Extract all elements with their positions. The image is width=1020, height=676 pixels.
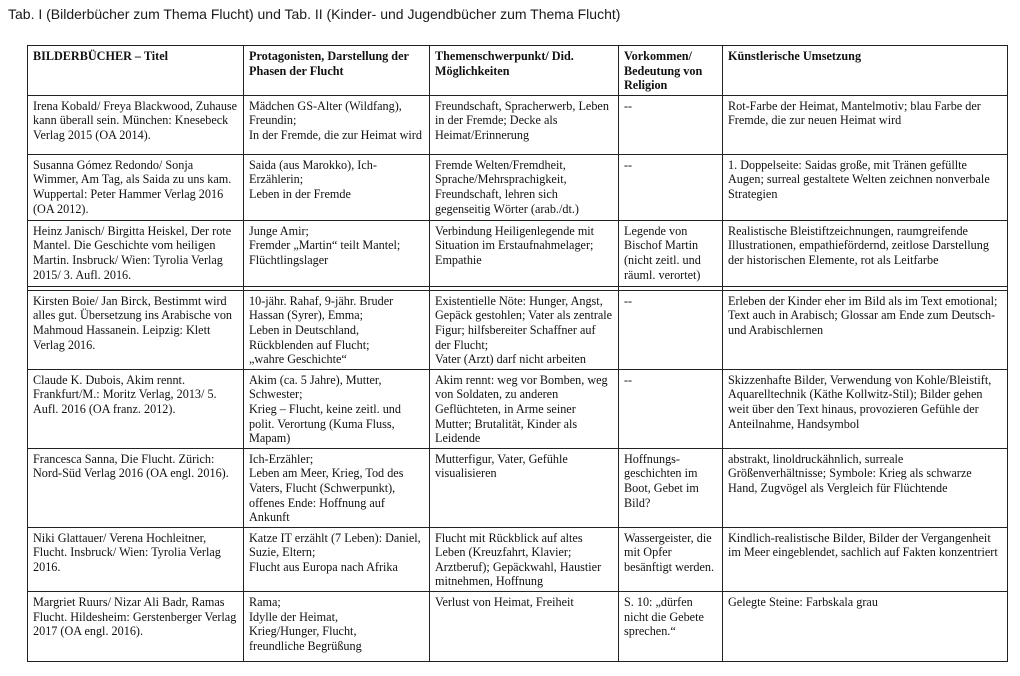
cell-themes: Fremde Welten/Fremdheit, Sprache/Mehrsprachigkeit, Freundschaft, lehren sich gegenseitig Wörter (arab./dt.) <box>430 154 619 220</box>
cell-protagonists: Saida (aus Marokko), Ich-Erzählerin; Leben in der Fremde <box>244 154 430 220</box>
cell-art: Realistische Bleistiftzeichnungen, raumgreifende Illustrationen, empathiefördernd, zeitlose Darstellung der historischen Elemente, rot als Leitfarbe <box>723 220 1008 286</box>
cell-protagonists: Katze IT erzählt (7 Leben): Daniel, Suzie, Eltern; Flucht aus Europa nach Afrika <box>244 527 430 591</box>
table-row <box>28 154 1008 220</box>
cell-religion: Hoffnungs-geschichten im Boot, Gebet im Bild? <box>619 448 723 527</box>
cell-title: Kirsten Boie/ Jan Birck, Bestimmt wird alles gut. Übersetzung ins Arabische von Mahmoud Hassanein. Leipzig: Klett Verlag 2016. <box>28 290 244 369</box>
table-row <box>28 527 1008 591</box>
table-row <box>28 290 1008 369</box>
cell-art: Gelegte Steine: Farbskala grau <box>723 592 1008 662</box>
cell-title: Niki Glattauer/ Verena Hochleitner, Flucht. Insbruck/ Wien: Tyrolia Verlag 2016. <box>28 527 244 591</box>
cell-art: Erleben der Kinder eher im Bild als im Text emotional; Text auch in Arabisch; Glossar am Ende zum Deutsch- und Arabischlernen <box>723 290 1008 369</box>
cell-protagonists: Akim (ca. 5 Jahre), Mutter, Schwester; Krieg – Flucht, keine zeitl. und polit. Verortung (Kuma Fluss, Mapam) <box>244 369 430 448</box>
cell-religion: -- <box>619 290 723 369</box>
cell-themes: Flucht mit Rückblick auf altes Leben (Kreuzfahrt, Klavier; Arztberuf); Gepäckwahl, Haustier mitnehmen, Hoffnung <box>430 527 619 591</box>
book-table <box>27 45 1008 662</box>
header-themes: Themenschwerpunkt/ Did. Möglichkeiten <box>430 46 619 96</box>
cell-title: Margriet Ruurs/ Nizar Ali Badr, Ramas Flucht. Hildesheim: Gerstenberger Verlag 2017 (OA engl. 2016). <box>28 592 244 662</box>
cell-religion: Legende von Bischof Martin (nicht zeitl. und räuml. verortet) <box>619 220 723 286</box>
cell-religion: -- <box>619 369 723 448</box>
table-row <box>28 369 1008 448</box>
header-art: Künstlerische Umsetzung <box>723 46 1008 96</box>
cell-protagonists: Junge Amir; Fremder „Martin“ teilt Mantel; Flüchtlingslager <box>244 220 430 286</box>
table-row <box>28 95 1008 154</box>
cell-title: Francesca Sanna, Die Flucht. Zürich: Nord-Süd Verlag 2016 (OA engl. 2016). <box>28 448 244 527</box>
header-protagonists: Protagonisten, Darstellung der Phasen der Flucht <box>244 46 430 96</box>
header-row <box>28 46 1008 96</box>
cell-art: Kindlich-realistische Bilder, Bilder der Vergangenheit im Meer eingeblendet, sachlich auf Fakten konzentriert <box>723 527 1008 591</box>
cell-religion: -- <box>619 95 723 154</box>
cell-religion: -- <box>619 154 723 220</box>
cell-themes: Mutterfigur, Vater, Gefühle visualisieren <box>430 448 619 527</box>
cell-themes: Verlust von Heimat, Freiheit <box>430 592 619 662</box>
cell-themes: Akim rennt: weg vor Bomben, weg von Soldaten, zu anderen Geflüchteten, in Arme seiner Mutter; Brutalität, Kinder als Leidende <box>430 369 619 448</box>
cell-art: 1. Doppelseite: Saidas große, mit Tränen gefüllte Augen; surreal gestaltete Welten zeichnen nonverbale Strategien <box>723 154 1008 220</box>
table-row <box>28 592 1008 662</box>
cell-art: Skizzenhafte Bilder, Verwendung von Kohle/Bleistift, Aquarelltechnik (Käthe Kollwitz-Stil); Bilder gehen weit über den Text hinaus, provozieren Gefühle der Anteilnahme, Handsymbol <box>723 369 1008 448</box>
table-caption: Tab. I (Bilderbücher zum Thema Flucht) und Tab. II (Kinder- und Jugendbücher zum Thema Flucht) <box>8 6 621 22</box>
cell-art: Rot-Farbe der Heimat, Mantelmotiv; blau Farbe der Fremde, die zur neuen Heimat wird <box>723 95 1008 154</box>
cell-themes: Existentielle Nöte: Hunger, Angst, Gepäck gestohlen; Vater als zentrale Figur; hilfsbereiter Schaffner auf der Flucht; Vater (Arzt) darf nicht arbeiten <box>430 290 619 369</box>
cell-title: Irena Kobald/ Freya Blackwood, Zuhause kann überall sein. München: Knesebeck Verlag 2015 (OA 2014). <box>28 95 244 154</box>
cell-art: abstrakt, linoldruckähnlich, surreale Größenverhältnisse; Symbole: Krieg als schwarze Hand, Zugvögel als Vergleich für Flüchtende <box>723 448 1008 527</box>
cell-title: Susanna Gómez Redondo/ Sonja Wimmer, Am Tag, als Saida zu uns kam. Wuppertal: Peter Hammer Verlag 2016 (OA 2012). <box>28 154 244 220</box>
header-title: BILDERBÜCHER – Titel <box>28 46 244 96</box>
table-row <box>28 448 1008 527</box>
cell-religion: Wassergeister, die mit Opfer besänftigt werden. <box>619 527 723 591</box>
cell-protagonists: 10-jähr. Rahaf, 9-jähr. Bruder Hassan (Syrer), Emma; Leben in Deutschland, Rückblenden auf Flucht; „wahre Geschichte“ <box>244 290 430 369</box>
cell-protagonists: Rama; Idylle der Heimat, Krieg/Hunger, Flucht, freundliche Begrüßung <box>244 592 430 662</box>
cell-religion: S. 10: „dürfen nicht die Gebete sprechen.“ <box>619 592 723 662</box>
cell-themes: Verbindung Heiligenlegende mit Situation im Erstaufnahmelager; Empathie <box>430 220 619 286</box>
header-religion: Vorkommen/ Bedeutung von Religion <box>619 46 723 96</box>
cell-themes: Freundschaft, Spracherwerb, Leben in der Fremde; Decke als Heimat/Erinnerung <box>430 95 619 154</box>
cell-protagonists: Ich-Erzähler; Leben am Meer, Krieg, Tod des Vaters, Flucht (Schwerpunkt), offenes Ende: Hoffnung auf Ankunft <box>244 448 430 527</box>
cell-title: Heinz Janisch/ Birgitta Heiskel, Der rote Mantel. Die Geschichte vom heiligen Martin. Insbruck/ Wien: Tyrolia Verlag 2015/ 3. Aufl. 2016. <box>28 220 244 286</box>
cell-protagonists: Mädchen GS-Alter (Wildfang), Freundin; In der Fremde, die zur Heimat wird <box>244 95 430 154</box>
cell-title: Claude K. Dubois, Akim rennt. Frankfurt/M.: Moritz Verlag, 2013/ 5. Aufl. 2016 (OA franz. 2012). <box>28 369 244 448</box>
table-row <box>28 220 1008 286</box>
